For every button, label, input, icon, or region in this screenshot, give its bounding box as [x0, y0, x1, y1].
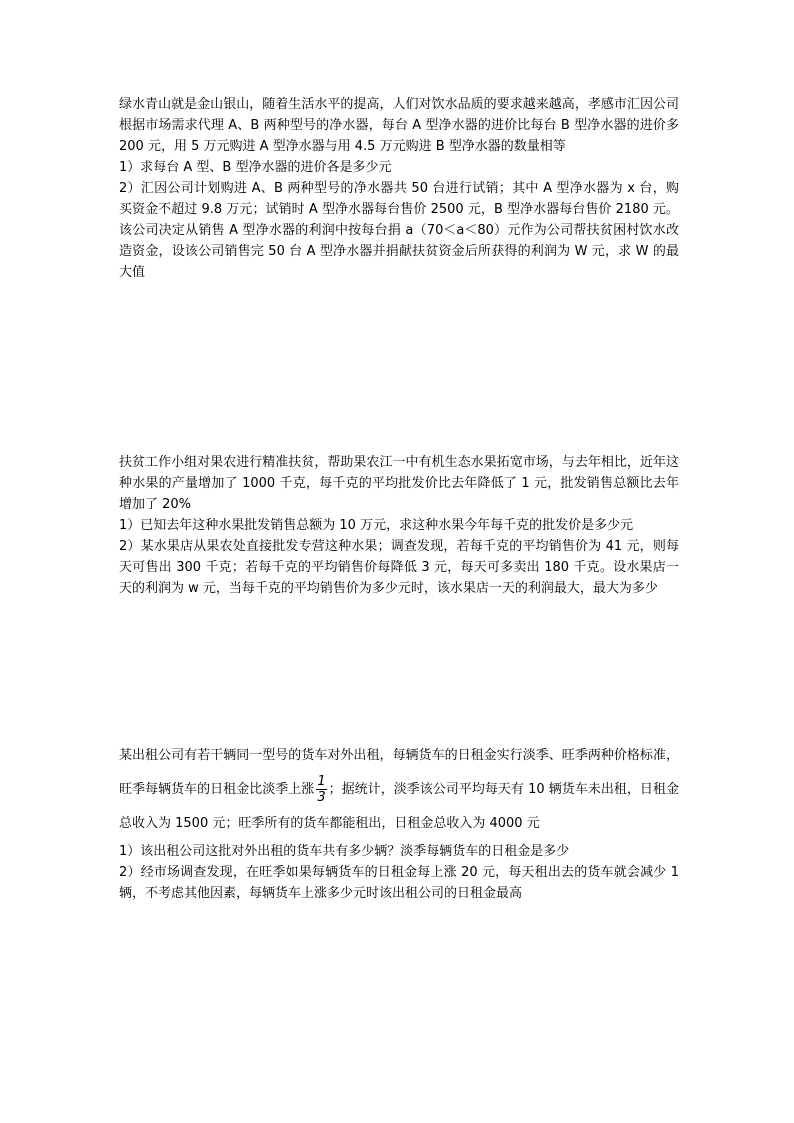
problem-truck-rental	[119, 739, 679, 904]
question-1: 1）该出租公司这批对外出租的货车共有多少辆？淡季每辆货车的日租金是多少	[119, 844, 570, 859]
question-2: 2）汇因公司计划购进 A、B 两种型号的净水器共 50 台进行试销；其中 A 型净水器为 x 台，购买资金不超过 9.8 万元；试销时 A 型净水器每台售价 2500 元，B 型净水器每台售价 2180 元。该公司决定从销售 A 型净水器的利润中按每台捐 a（70＜a＜80）元作为公司帮扶贫困村饮水改造资金，设该公司销售完 50 台 A 型净水器并捐献扶贫资金后所获得的利润为 W 元，求 W 的最大值	[119, 181, 679, 280]
intro-text-a: 某出租公司有若干辆同一型号的货车对外出租，每辆货车的日租金实行淡季、旺季两种价格标准，旺季每辆货车的日租金比淡季上涨	[119, 748, 679, 797]
intro-text-b: ；据统计，淡季该公司平均每天有 10 辆货车未出租，日租金总收入为 1500 元；旺季所有的货车都能租出，日租金总收入为 4000 元	[119, 782, 679, 831]
problem-intro: 绿水青山就是金山银山，随着生活水平的提高，人们对饮水品质的要求越来越高，孝感市汇因公司根据市场需求代理 A、B 两种型号的净水器，每台 A 型净水器的进价比每台 B 型净水器的进价多 200 元，用 5 万元购进 A 型净水器与用 4.5 万元购进 B 型净水器的数量相等	[119, 97, 679, 154]
fraction-denominator: 3	[317, 790, 326, 805]
fraction-numerator: 1	[317, 774, 326, 789]
problem-water-purifier	[119, 94, 679, 283]
question-2: 2）经市场调查发现，在旺季如果每辆货车的日租金每上涨 20 元，每天租出去的货车就会减少 1 辆，不考虑其他因素，每辆货车上涨多少元时该出租公司的日租金最高	[119, 865, 679, 901]
question-1: 1）已知去年这种水果批发销售总额为 10 万元，求这种水果今年每千克的批发价是多少元	[119, 518, 634, 533]
problem-intro: 扶贫工作小组对果农进行精准扶贫，帮助果农江一中有机生态水果拓宽市场，与去年相比，近年这种水果的产量增加了 1000 千克，每千克的平均批发价比去年降低了 1 元，批发销售总额比去年增加了 20%	[119, 455, 679, 512]
problem-intro	[119, 739, 679, 841]
question-1: 1）求每台 A 型、B 型净水器的进价各是多少元	[119, 160, 392, 175]
question-2: 2）某水果店从果农处直接批发专营这种水果；调查发现，若每千克的平均销售价为 41 元，则每天可售出 300 千克；若每千克的平均销售价每降低 3 元，每天可多卖出 180 千克。设水果店一天的利润为 w 元，当每千克的平均销售价为多少元时，该水果店一天的利润最大，最大为多少	[119, 539, 679, 596]
problem-fruit-sales	[119, 452, 679, 599]
fraction-one-third	[316, 775, 326, 804]
